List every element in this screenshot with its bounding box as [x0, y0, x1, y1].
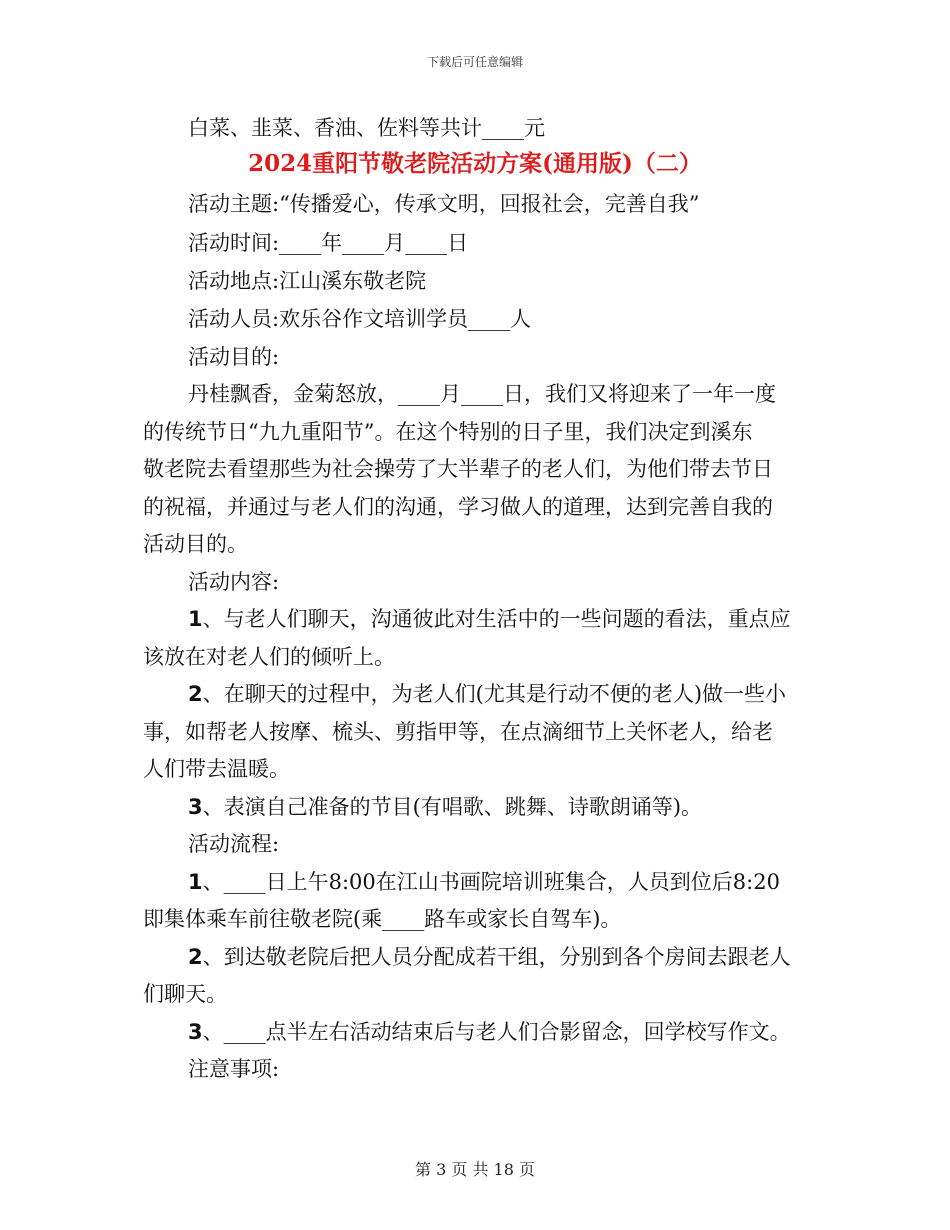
list-text: 、在聊天的过程中，为老人们(尤其是行动不便的老人)做一些小: [202, 682, 787, 706]
activity-theme: 活动主题:“传播爱心，传承文明，回报社会，完善自我”: [188, 192, 700, 216]
paragraph-line: 的祝福，并通过与老人们的沟通，学习做人的道理，达到完善自我的: [143, 495, 773, 519]
page-footer: 第 3 页 共 18 页: [415, 1160, 535, 1179]
list-text: 、表演自己准备的节目(有唱歌、跳舞、诗歌朗诵等)。: [202, 795, 703, 819]
activity-location: 活动地点:江山溪东敬老院: [188, 269, 427, 293]
list-number: 3: [188, 795, 203, 819]
list-number: 1: [188, 870, 203, 894]
list-item-line: [188, 943, 791, 971]
list-item-line: 们聊天。: [143, 982, 227, 1006]
section-heading-content: 活动内容:: [188, 570, 280, 594]
list-item-line: [188, 605, 791, 633]
document-title: 2024重阳节敬老院活动方案(通用版)（二）: [248, 150, 702, 177]
list-item-line: [188, 868, 780, 896]
paragraph-line: 活动目的。: [143, 532, 248, 556]
list-item-line: 事，如帮老人按摩、梳头、剪指甲等，在点滴细节上关怀老人，给老: [143, 720, 773, 744]
list-item-line: 该放在对老人们的倾听上。: [143, 645, 395, 669]
list-item-line: [188, 680, 786, 708]
text-line: 白菜、韭菜、香油、佐料等共计____元: [188, 116, 545, 140]
list-number: 3: [188, 1020, 203, 1044]
activity-time: 活动时间:____年____月____日: [188, 231, 469, 255]
list-item-line: 即集体乘车前往敬老院(乘____路车或家长自驾车)。: [143, 907, 622, 931]
section-heading-notes: 注意事项:: [188, 1057, 280, 1081]
list-item-line: [188, 1018, 791, 1046]
list-text: 、____点半左右活动结束后与老人们合影留念，回学校写作文。: [202, 1020, 791, 1044]
list-number: 2: [188, 682, 203, 706]
list-item-line: [188, 793, 702, 821]
activity-participants: 活动人员:欢乐谷作文培训学员____人: [188, 307, 532, 331]
list-number: 1: [188, 607, 203, 631]
list-text: 、____日上午8:00在江山书画院培训班集合，人员到位后8:20: [202, 870, 780, 894]
list-item-line: 人们带去温暖。: [143, 757, 290, 781]
list-number: 2: [188, 945, 203, 969]
paragraph-line: 敬老院去看望那些为社会操劳了大半辈子的老人们，为他们带去节日: [143, 457, 773, 481]
paragraph-line: 的传统节日“九九重阳节”。在这个特别的日子里，我们决定到溪东: [143, 420, 753, 444]
list-text: 、与老人们聊天，沟通彼此对生活中的一些问题的看法，重点应: [202, 607, 791, 631]
list-text: 、到达敬老院后把人员分配成若干组，分别到各个房间去跟老人: [202, 945, 791, 969]
section-heading-process: 活动流程:: [188, 832, 280, 856]
section-heading-purpose: 活动目的:: [188, 345, 280, 369]
paragraph-line: 丹桂飘香，金菊怒放，____月____日，我们又将迎来了一年一度: [188, 382, 776, 406]
page-header: 下载后可任意编辑: [426, 55, 523, 69]
